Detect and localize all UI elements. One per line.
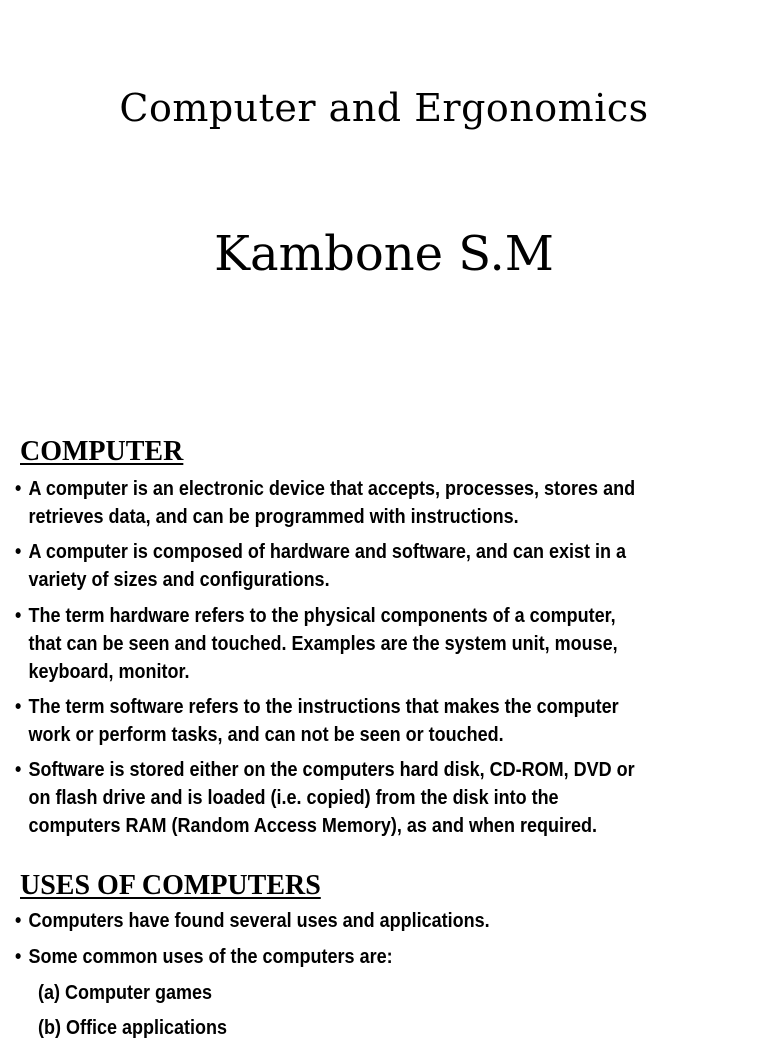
bullet-line: Software is stored either on the computers hard disk, CD-ROM, DVD or <box>28 759 635 781</box>
bullet-item <box>15 693 681 749</box>
content-slide <box>0 400 768 1039</box>
bullet-marker: • <box>15 910 22 932</box>
document-title: Computer and Ergonomics <box>119 86 649 130</box>
bullet-marker: • <box>15 759 22 781</box>
bullet-item <box>15 907 681 935</box>
bullet-line: The term software refers to the instructions that makes the computer <box>28 696 619 718</box>
author-name: Kambone S.M <box>214 226 554 282</box>
bullet-line: variety of sizes and configurations. <box>28 569 330 591</box>
bullet-marker: • <box>15 605 22 627</box>
bullet-item <box>15 943 681 971</box>
bullet-line: computers RAM (Random Access Memory), as and when required. <box>28 815 597 837</box>
sub-list-item: (b) Office applications <box>38 1017 228 1039</box>
section-heading-uses: USES OF COMPUTERS <box>20 870 321 901</box>
bullet-line: retrieves data, and can be programmed with instructions. <box>28 506 519 528</box>
bullet-line: A computer is composed of hardware and software, and can exist in a <box>28 541 626 563</box>
bullet-marker: • <box>15 478 22 500</box>
bullet-marker: • <box>15 946 22 968</box>
bullet-line: work or perform tasks, and can not be seen or touched. <box>28 724 504 746</box>
bullet-line: that can be seen and touched. Examples are the system unit, mouse, <box>28 633 618 655</box>
sub-list-item: (a) Computer games <box>38 982 213 1004</box>
bullet-line: The term hardware refers to the physical components of a computer, <box>28 605 616 627</box>
bullet-item <box>15 602 681 686</box>
bullet-item <box>15 538 681 594</box>
bullet-line: keyboard, monitor. <box>28 661 190 683</box>
title-slide <box>0 0 768 400</box>
bullet-marker: • <box>15 541 22 563</box>
bullet-line: on flash drive and is loaded (i.e. copied) from the disk into the <box>28 787 559 809</box>
bullet-item <box>15 475 681 531</box>
bullet-line: A computer is an electronic device that accepts, processes, stores and <box>28 478 636 500</box>
bullet-item <box>15 756 681 840</box>
section-heading-computer: COMPUTER <box>20 436 184 467</box>
bullet-line: Some common uses of the computers are: <box>28 946 393 968</box>
bullet-marker: • <box>15 696 22 718</box>
bullet-line: Computers have found several uses and applications. <box>28 910 490 932</box>
